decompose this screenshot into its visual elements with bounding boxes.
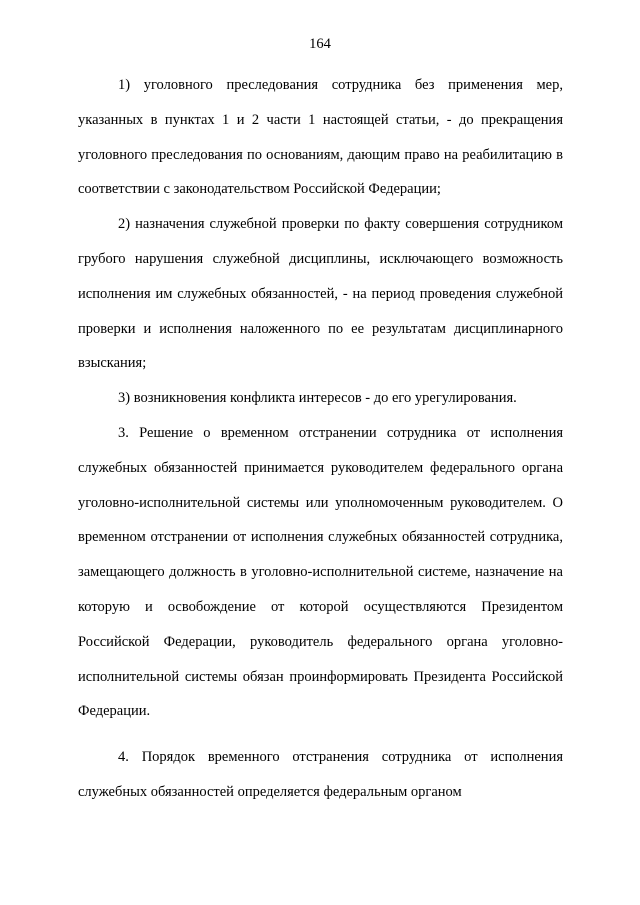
- page-number: 164: [309, 36, 331, 52]
- paragraph-5: 4. Порядок временного отстранения сотрудника от исполнения служебных обязанностей определяется федеральным органом: [78, 749, 563, 800]
- paragraph-1: 1) уголовного преследования сотрудника без применения мер, указанных в пунктах 1 и 2 части 1 настоящей статьи, - до прекращения уголовного преследования по основаниям, дающим право на реабилитацию в соответствии с законодательством Российской Федерации;: [78, 77, 563, 198]
- document-body: [78, 68, 563, 810]
- paragraph-4: 3. Решение о временном отстранении сотрудника от исполнения служебных обязанностей принимается руководителем федерального органа уголовно-исполнительной системы или уполномоченным руководителем. О временном отстранении от исполнения служебных обязанностей сотрудника, замещающего должность в уголовно-исполнительной системе, назначение на которую и освобождение от которой осуществляются Президентом Российской Федерации, руководитель федерального органа уголовно-исполнительной системы обязан проинформировать Президента Российской Федерации.: [78, 424, 563, 720]
- paragraph-3: 3) возникновения конфликта интересов - до его урегулирования.: [118, 390, 517, 407]
- paragraph-2: 2) назначения служебной проверки по факту совершения сотрудником грубого нарушения служебной дисциплины, исключающего возможность исполнения им служебных обязанностей, - на период проведения служебной проверки и исполнения наложенного по ее результатам дисциплинарного взыскания;: [78, 216, 563, 372]
